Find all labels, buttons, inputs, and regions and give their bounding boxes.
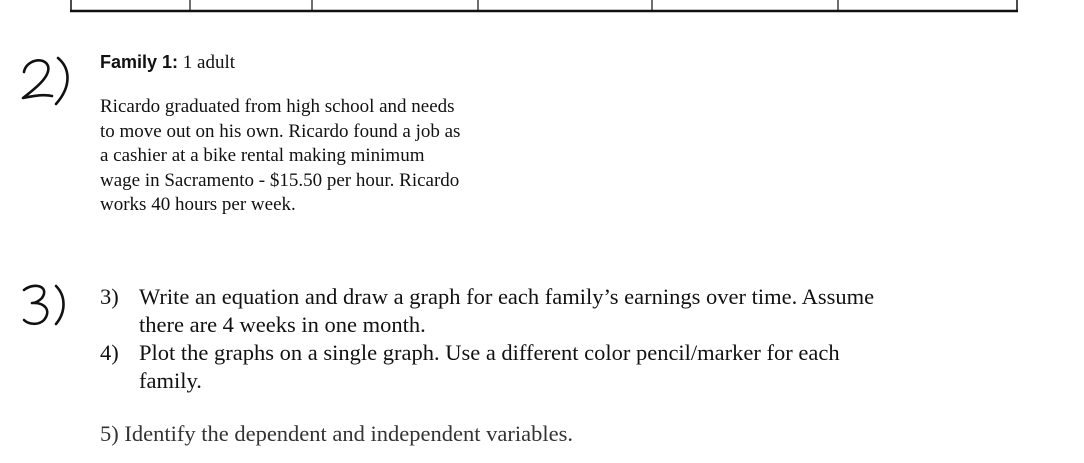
- cut-off-question: [100, 420, 573, 446]
- question-text-line: Write an equation and draw a graph for each family’s earnings over time. Assume: [139, 284, 875, 309]
- cut-off-question-text: 5) Identify the dependent and independent variables.: [100, 421, 573, 446]
- family-members: 1 adult: [178, 52, 236, 73]
- handwritten-number-3: [20, 282, 72, 328]
- question-3: [100, 283, 1080, 339]
- handwritten-number-2: [18, 52, 78, 108]
- question-text-line: Plot the graphs on a single graph. Use a different color pencil/marker for each: [139, 340, 840, 365]
- family-label: Family 1:: [100, 52, 179, 72]
- question-text-line: there are 4 weeks in one month.: [139, 312, 426, 337]
- question-number: 3): [100, 284, 119, 309]
- description-line: works 40 hours per week.: [100, 194, 296, 215]
- family-description: [100, 95, 600, 218]
- description-line: to move out on his own. Ricardo found a job as: [100, 120, 461, 142]
- description-line: wage in Sacramento - $15.50 per hour. Ricardo: [100, 169, 460, 191]
- table-bottom-edge: [0, 0, 1084, 14]
- question-number: 4): [100, 340, 119, 365]
- question-4: [100, 339, 1080, 395]
- description-line: Ricardo graduated from high school and needs: [100, 96, 455, 117]
- family-heading: [100, 50, 235, 75]
- question-text-line: family.: [139, 368, 202, 393]
- description-line: a cashier at a bike rental making minimum: [100, 145, 425, 166]
- question-list: [100, 283, 1080, 395]
